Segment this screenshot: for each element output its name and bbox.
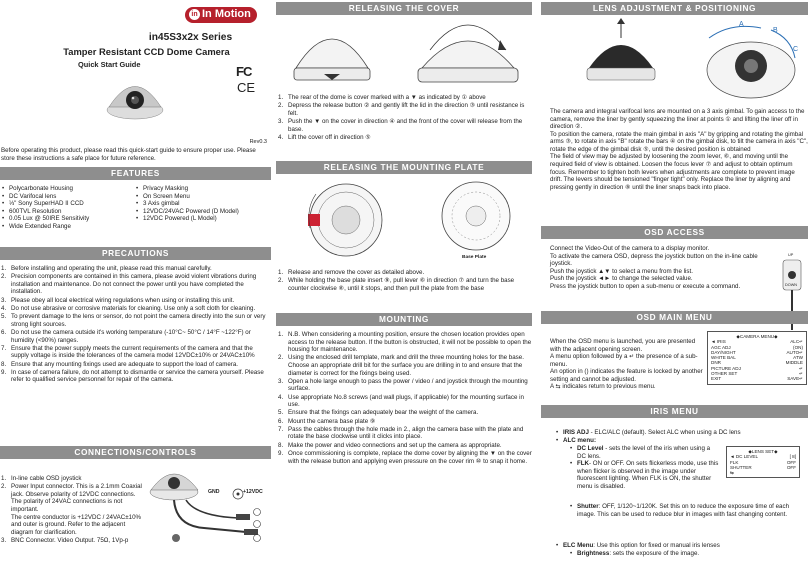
mounting-step: 5. Ensure that the fixings can adequately bear the weight of the camera. bbox=[278, 409, 479, 417]
mounting-step: 2. Using the enclosed drill template, mark and drill the three mounting holes for the base. Choose an appropriate drill bit for the surface you are drilling in to and ensure that the diameter is correct for the fixings being used. bbox=[278, 354, 524, 377]
feature-item: • DC Varifocal lens bbox=[1, 193, 141, 201]
precaution-item: 4. Do not use abrasive or corrosive materials for cleaning. Use only a soft cloth for cleaning. bbox=[1, 304, 256, 312]
precaution-item: 3. Please obey all local electrical wiring regulations when using or installing this unit. bbox=[1, 296, 235, 304]
camera-menu-screen bbox=[707, 331, 807, 385]
elc-list bbox=[555, 542, 805, 550]
lens-set-row: SHUTTER OFF bbox=[730, 464, 796, 470]
mounting-step: 3. Open a hole large enough to pass the power / video / and joystick through the mounting surface. bbox=[278, 377, 528, 393]
feature-item: • 600TVL Resolution bbox=[1, 208, 141, 216]
lens-paragraph: To position the camera, rotate the main gimbal in axis "A" by gripping and rotating the gimbal arms ③, to rotate in axis "B" rotate the bars ④ on the gimbal disk, to tilt the camera in axis "C", rotate the edge of the gimbal disk ⑤, until the desired position is obtained bbox=[550, 130, 808, 153]
series-title: in45S3x2x Series bbox=[148, 32, 233, 43]
osd-access-line: Connect the Video-Out of the camera to a display monitor. bbox=[550, 245, 710, 252]
feature-item: • 0.05 Lux @ 50IRE Sensitivity bbox=[1, 215, 141, 223]
alc-sub-list bbox=[569, 445, 719, 490]
axis-a-label: A bbox=[739, 21, 744, 28]
brightness-list bbox=[569, 550, 805, 558]
precaution-item: 2. Precision components are contained in this camera, please avoid violent vibrations during installation and maintenance. Do not connect the power until you have completed the installation. bbox=[1, 273, 257, 296]
mounting-header: MOUNTING bbox=[276, 313, 532, 326]
precaution-item: 8. Ensure that any mounting fixings used are adequate to support the load of camera. bbox=[1, 360, 239, 368]
connection-item: 2. Power Input connector. This is a 2.1mm Coaxial jack. Observe polarity of 12VDC connections. The polarity of 24VAC connections is not important. The centre conductor is +12VDC / 24VAC±10% and outer is ground. Refer to the adjacent diagram for clarification. bbox=[1, 483, 142, 536]
lens-text bbox=[550, 108, 808, 191]
osd-access-line: To activate the camera OSD, depress the joystick button on the in-line cable joystick. bbox=[550, 252, 758, 268]
precaution-item: 1. Before installing and operating the unit, please read this manual carefully. bbox=[1, 265, 212, 272]
lens-set-row: FLK OFF bbox=[730, 459, 796, 465]
connections-diagram bbox=[146, 466, 270, 560]
osd-main-line: A menu option followed by a ↵ the presence of a sub-menu. bbox=[550, 353, 698, 368]
lens-diagram-2 bbox=[691, 18, 801, 106]
camera-menu-row: PICTURE ADJ ↵ bbox=[711, 365, 803, 371]
osd-main-text bbox=[550, 338, 705, 391]
mounting-step: 9. Once commissioning is complete, replace the dome cover by aligning the ▼ on the cover with the release button and applying even pressure on the cover rim ⑩ to snap it home. bbox=[278, 449, 532, 465]
alc-sub-item: • FLK- ON or OFF. On sets flickerless mode, use this when flicker is observed in the image under fluorescent lighting. When FLK is ON, the shutter menu is disabled. bbox=[569, 460, 719, 490]
releasing-plate-steps bbox=[278, 269, 532, 293]
iris-menu-header: IRIS MENU bbox=[541, 405, 808, 418]
alc-sub-item: • Shutter: OFF, 1/120~1/120K. Set this on to reduce the exposure time of each image. This can be used to reduce blur in images with fast changing content. bbox=[569, 503, 805, 518]
plate-step: 2. While holding the base plate insert ⑨, pull lever ⑥ in direction ⑦ and turn the base counter clockwise ⑧, until it stops, and then pull the plate from the base bbox=[278, 277, 515, 292]
osd-access-header: OSD ACCESS bbox=[541, 226, 808, 239]
mounting-step: 7. Pass the cables through the hole made in 2., align the camera base with the plate and rotate the base clockwise until it clicks into place. bbox=[278, 425, 524, 441]
lens-paragraph: The camera and integral varifocal lens are mounted on a 3 axis gimbal. To gain access to the camera, remove the liner by gently squeezing the liner at points ① and lifting the liner off in direction ②. bbox=[550, 108, 805, 131]
osd-main-header: OSD MAIN MENU bbox=[541, 311, 808, 324]
lens-header: LENS ADJUSTMENT & POSITIONING bbox=[541, 2, 808, 15]
lens-set-menu-title: ◆LENS SET◆ bbox=[748, 449, 778, 454]
features-header: FEATURES bbox=[0, 167, 271, 180]
fc-mark: FC bbox=[236, 64, 252, 79]
cover-step: 3. Push the ▼ on the cover in direction ④ and the front of the cover will release from the base. bbox=[278, 118, 523, 133]
cover-step: 4. Lift the cover off in direction ⑤ bbox=[278, 133, 371, 141]
camera-menu-row: EXIT SAVE↵ bbox=[711, 376, 803, 382]
mounting-steps bbox=[278, 331, 532, 466]
lens-paragraph: The field of view may be adjusted by loosening the zoom lever, ⑥, and moving until the required field of view is obtained. Loosen the focus lever ⑦ and adjust to obtain optimum focus. Remember to tighten both levers when adjustments are complete to prevent image drift. The levers should be tensioned "finger tight" only. Replace the liner by aligning and pressing gently in direction ⑧ until the liner snaps back into place. bbox=[550, 153, 795, 191]
feature-item: • 3 Axis gimbal bbox=[135, 200, 271, 208]
column-middle bbox=[276, 0, 532, 561]
feature-item: • On Screen Menu bbox=[135, 193, 271, 201]
iris-item: • IRIS ADJ - ELC/ALC (default). Select ALC when using a DC lens bbox=[555, 429, 805, 437]
feature-item: • ⅓" Sony SuperHAD II CCD bbox=[1, 200, 141, 208]
mounting-step: 4. Use appropriate No.8 screws (and wall plugs, if applicable) for the mounting surface in use. bbox=[278, 393, 524, 409]
osd-access-line: Push the joystick ◄► to change the selected value. bbox=[550, 275, 693, 283]
intro-text: Before operating this product, please read this quick-start guide to ensure proper use. Please store these instructions a safe place for future reference. bbox=[1, 147, 256, 162]
precaution-item: 7. Ensure that the power supply meets the current requirements of the camera and that the supply voltage is inside the tolerances of the camera model 12VDC±10% or 24VAC±10% bbox=[1, 344, 255, 360]
feature-item: • 12VDC/24VAC Powered (D Model) bbox=[135, 208, 271, 216]
column-left bbox=[0, 0, 271, 561]
alc-sub-item: • DC Level - sets the level of the iris when using a DC lens. bbox=[569, 445, 719, 460]
cover-step: 1. The rear of the dome is cover marked with a ▼ as indicated by ① above bbox=[278, 94, 486, 101]
elc-item: • ELC Menu: Use this option for fixed or manual iris lenses bbox=[555, 542, 805, 550]
precautions-header: PRECAUTIONS bbox=[0, 247, 271, 260]
camera-menu-row: OTHER SET ↵ bbox=[711, 370, 803, 376]
gnd-label: GND bbox=[208, 489, 220, 495]
joystick-down-label: DOWN bbox=[785, 283, 798, 287]
connections-header: CONNECTIONS/CONTROLS bbox=[0, 446, 271, 459]
connections-list bbox=[1, 475, 145, 545]
cover-diagram-1 bbox=[284, 18, 380, 90]
features-right-list bbox=[135, 185, 271, 223]
feature-item: • Privacy Masking bbox=[135, 185, 271, 193]
precaution-item: 9. In case of camera failure, do not attempt to dismantle or service the camera yourself. Please refer to qualified service personnel for repair of the camera. bbox=[1, 368, 264, 384]
features-left-list bbox=[1, 185, 141, 230]
osd-main-line: When the OSD menu is launched, you are presented with the adjacent opening screen. bbox=[550, 338, 696, 353]
feature-item: • Wide Extended Range bbox=[1, 223, 141, 231]
lens-diagram-1 bbox=[581, 18, 661, 88]
plate-step: 1. Release and remove the cover as detailed above. bbox=[278, 269, 425, 276]
lens-set-row: ◄ DC LEVEL [ 8] bbox=[730, 454, 796, 460]
camera-menu-row: WHITE BAL ATW bbox=[711, 355, 803, 361]
guide-title: Quick Start Guide bbox=[78, 60, 141, 69]
column-right bbox=[541, 0, 808, 561]
connection-item: 3. BNC Connector. Video Output. 75Ω, 1Vp-p bbox=[1, 536, 129, 544]
precautions-list bbox=[1, 265, 271, 385]
osd-access-line: Press the joystick button to open a sub-menu or execute a command. bbox=[550, 282, 741, 290]
inmotion-logo bbox=[185, 7, 257, 23]
feature-item: • Polycarbonate Housing bbox=[1, 185, 141, 193]
osd-main-line: A ⇆ indicates return to previous menu. bbox=[550, 383, 656, 391]
cover-step: 2. Depress the release button ② and gently lift the lid in the direction ③ until resistance is felt. bbox=[278, 102, 525, 117]
brand-logo bbox=[185, 7, 257, 23]
alc-sub-list-2 bbox=[569, 503, 805, 518]
precaution-item: 5. To prevent damage to the lens or sensor, do not point the camera directly into the sun or very strong light sources. bbox=[1, 313, 266, 328]
plate-diagram-1 bbox=[306, 178, 386, 262]
camera-menu-row: DAY/NIGHT AUTO↵ bbox=[711, 349, 803, 355]
plate-diagram-2 bbox=[430, 178, 522, 262]
connection-item: 1. In-line cable OSD joystick bbox=[1, 475, 82, 482]
osd-main-line: An option in () indicates the feature is locked by another setting and cannot be adjusted. bbox=[550, 368, 703, 383]
logo-icon: in bbox=[189, 9, 200, 20]
mounting-step: 1. N.B. When considering a mounting position, ensure the chosen location provides open access to the release button. If the button is obstructed, it will not be possible to open the housing for maintenance. bbox=[278, 331, 532, 354]
brightness-item: • Brightness: sets the exposure of the image. bbox=[569, 550, 805, 558]
plus12-label: +12VDC bbox=[243, 489, 263, 495]
axis-c-label: C bbox=[793, 46, 799, 53]
base-plate-label: Base Plate bbox=[462, 255, 487, 260]
axis-b-label: B bbox=[773, 27, 778, 34]
joystick-up-label: UP bbox=[788, 253, 794, 257]
revision: Rev0.3 bbox=[249, 139, 267, 145]
lens-set-menu-screen bbox=[726, 446, 800, 478]
releasing-cover-header: RELEASING THE COVER bbox=[276, 2, 532, 15]
iris-item: • ALC menu: bbox=[555, 437, 805, 445]
camera-menu-row: ◄ IRIS ALC↵ bbox=[711, 339, 803, 345]
dome-camera-image bbox=[105, 72, 165, 122]
mounting-step: 6. Mount the camera base plate ⑨ bbox=[278, 417, 376, 425]
camera-menu-row: AGC ADJ (ON) bbox=[711, 344, 803, 350]
osd-access-text bbox=[550, 245, 776, 290]
releasing-cover-steps bbox=[278, 94, 532, 142]
osd-access-line: Push the joystick ▲▼ to select a menu from the list. bbox=[550, 267, 693, 275]
camera-menu-row: DNR MIDDLE bbox=[711, 360, 803, 366]
cover-diagram-2 bbox=[408, 10, 528, 90]
product-title: Tamper Resistant CCD Dome Camera bbox=[63, 46, 230, 57]
camera-menu-title: ◆CAMERA MENU◆ bbox=[736, 334, 778, 339]
logo-text: In Motion bbox=[202, 8, 251, 20]
precaution-item: 6. Do not use the camera outside it's working temperature (-10°C~ 50°C / 14°F ~122°F) or humidity (<90%) ranges. bbox=[1, 328, 251, 344]
mounting-step: 8. Make the power and video connections and set up the camera as appropriate. bbox=[278, 441, 502, 449]
releasing-plate-header: RELEASING THE MOUNTING PLATE bbox=[276, 161, 532, 174]
lens-set-row: ⇆ bbox=[730, 470, 734, 476]
feature-item: • 12VDC Powered (L Model) bbox=[135, 215, 271, 223]
ce-mark: CE bbox=[237, 80, 256, 95]
iris-menu-list bbox=[555, 429, 805, 444]
